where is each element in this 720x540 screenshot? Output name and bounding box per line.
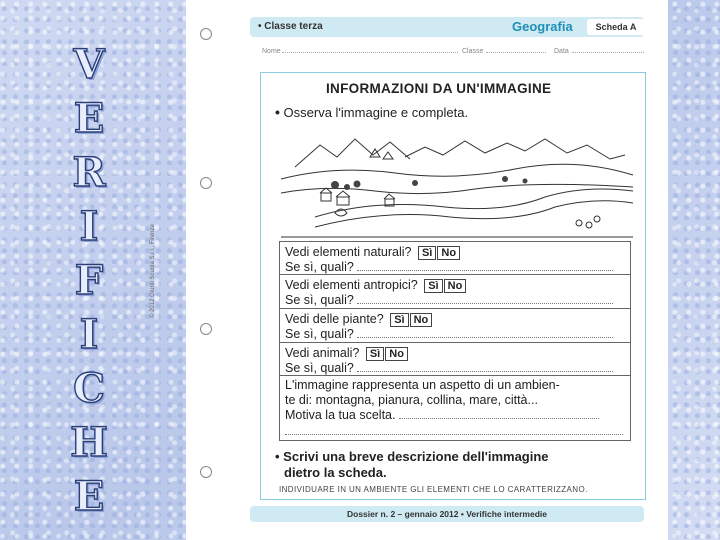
no-box[interactable]: No	[385, 347, 408, 361]
date-line	[572, 52, 644, 53]
question-text: Vedi delle piante?	[285, 312, 384, 326]
questions-table	[279, 241, 631, 441]
title-letter: R	[72, 149, 106, 196]
answer-line[interactable]	[399, 408, 599, 419]
no-box[interactable]: No	[437, 246, 460, 260]
question-row	[280, 343, 630, 376]
yes-box[interactable]: Sì	[424, 279, 442, 293]
yes-box[interactable]: Sì	[366, 347, 384, 361]
name-label: Nome	[262, 48, 281, 55]
landscape-illustration	[275, 127, 637, 239]
question-row	[280, 309, 630, 343]
environment-row	[280, 376, 630, 439]
title-letter: I	[79, 203, 99, 250]
followup-text: Se sì, quali?	[285, 361, 354, 375]
binder-hole	[200, 466, 212, 478]
yes-box[interactable]: Sì	[390, 313, 408, 327]
followup-text: Se sì, quali?	[285, 327, 354, 341]
answer-line[interactable]	[357, 327, 613, 338]
followup-text: Se sì, quali?	[285, 260, 354, 274]
worksheet-footer: Dossier n. 2 – gennaio 2012 • Verifiche intermedie	[250, 506, 644, 522]
question-text: Vedi elementi naturali?	[285, 245, 412, 259]
question-text: Vedi animali?	[285, 346, 360, 360]
title-letter: F	[74, 257, 104, 304]
exercise-frame	[260, 72, 646, 500]
no-box[interactable]: No	[410, 313, 433, 327]
class-field-label: Classe	[462, 48, 484, 55]
yes-box[interactable]: Sì	[418, 246, 436, 260]
worksheet-page	[150, 0, 668, 540]
task-line-1: Scrivi una breve descrizione dell'immagine	[283, 449, 549, 464]
question-row	[280, 242, 630, 275]
followup-text: Se sì, quali?	[285, 293, 354, 307]
title-letter: V	[73, 41, 105, 88]
writing-task: • Scrivi una breve descrizione dell'immagine dietro la scheda.	[275, 449, 549, 480]
no-box[interactable]: No	[444, 279, 467, 293]
environment-line-2: te di: montagna, pianura, collina, mare, città...	[285, 393, 538, 407]
question-text: Vedi elementi antropici?	[285, 278, 418, 292]
exercise-title: INFORMAZIONI DA UN'IMMAGINE	[326, 81, 552, 96]
binder-hole	[200, 323, 212, 335]
task-line-2: dietro la scheda.	[284, 465, 387, 480]
date-label: Data	[554, 48, 569, 55]
class-line	[486, 52, 546, 53]
vertical-title	[58, 38, 120, 524]
answer-line[interactable]	[357, 361, 613, 372]
question-row	[280, 275, 630, 309]
subject-label: Geografia	[512, 19, 573, 34]
sheet-label: Scheda A	[587, 19, 645, 35]
answer-line[interactable]	[357, 260, 613, 271]
binder-hole	[200, 28, 212, 40]
answer-line[interactable]	[285, 434, 623, 435]
learning-objective: INDIVIDUARE IN UN AMBIENTE GLI ELEMENTI CHE LO CARATTERIZZANO.	[279, 485, 588, 494]
worksheet-header	[250, 17, 644, 37]
binder-hole	[200, 177, 212, 189]
title-letter: C	[73, 365, 105, 412]
class-label: • Classe terza	[258, 21, 323, 32]
answer-line[interactable]	[357, 293, 613, 304]
instruction-text: Osserva l'immagine e completa.	[283, 105, 469, 120]
title-letter: H	[70, 419, 108, 466]
name-line	[282, 52, 458, 53]
copyright-text: © 2012 Giunti Scuola S.r.l., Firenze	[150, 224, 156, 318]
motivation-prompt: Motiva la tua scelta.	[285, 408, 396, 422]
instruction: • Osserva l'immagine e completa.	[275, 104, 469, 120]
environment-line-1: L'immagine rappresenta un aspetto di un ambien-	[285, 378, 560, 392]
title-letter: E	[73, 473, 105, 520]
title-letter: I	[79, 311, 99, 358]
title-letter: E	[73, 95, 105, 142]
